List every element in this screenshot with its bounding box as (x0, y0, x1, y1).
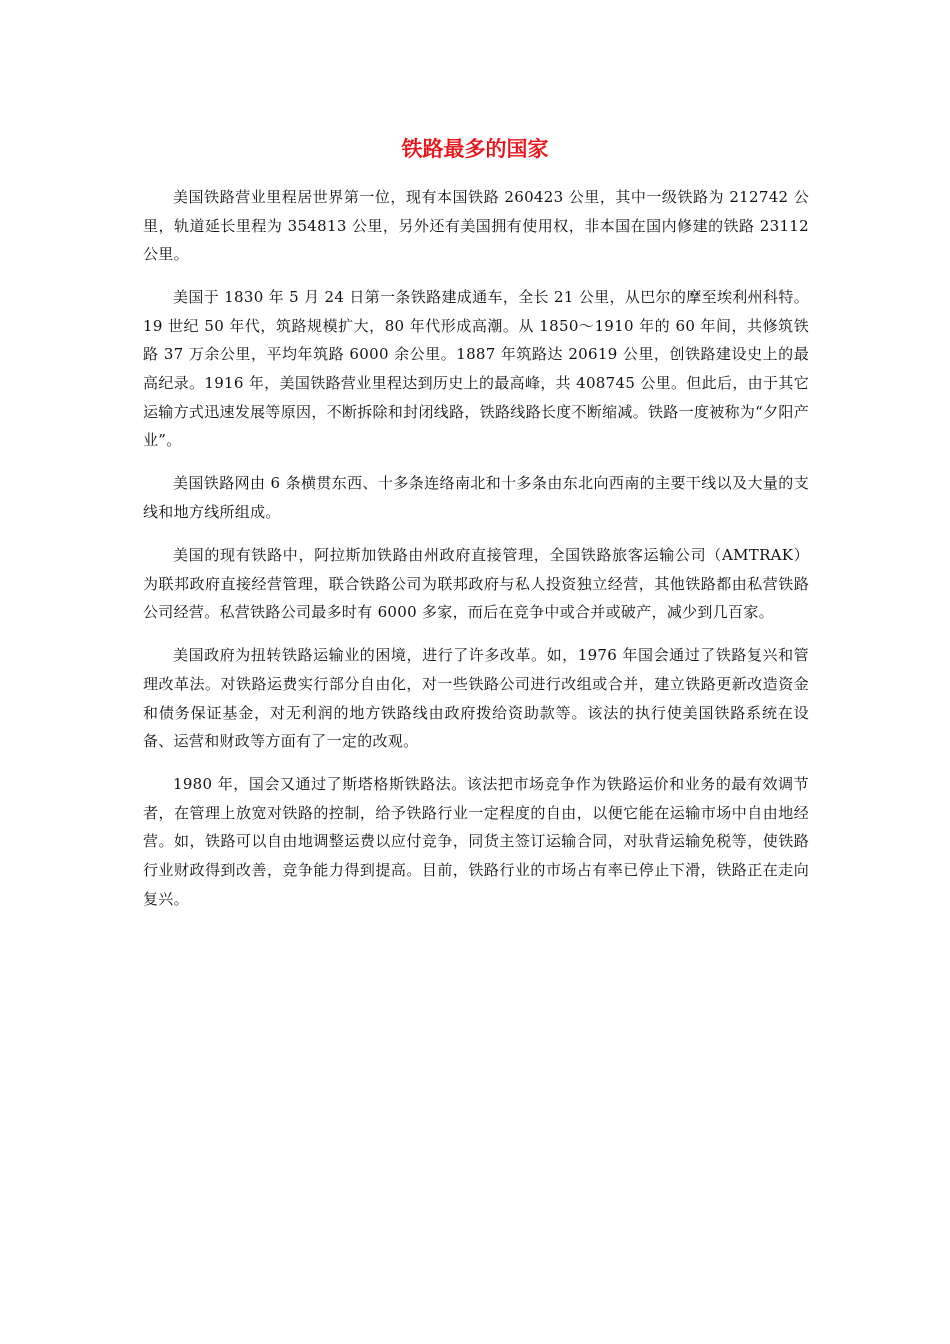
paragraph-us-railway-mileage: 美国铁路营业里程居世界第一位，现有本国铁路 260423 公里，其中一级铁路为 212742 公里，轨道延长里程为 354813 公里，另外还有美国拥有使用权，非本国在国内修建的铁路 23112 公里。 (143, 188, 809, 264)
paragraph-railway-history: 美国于 1830 年 5 月 24 日第一条铁路建成通车，全长 21 公里，从巴尔的摩至埃利州科特。19 世纪 50 年代，筑路规模扩大，80 年代形成高潮。从 1850～1910 年的 60 年间，共修筑铁路 37 万余公里，平均年筑路 6000 余公里。1887 年筑路达 20619 公里，创铁路建设史上的最高纪录。1916 年，美国铁路营业里程达到历史上的最高峰，共 408745 公里。但此后，由于其它运输方式迅速发展等原因，不断拆除和封闭线路，铁路线路长度不断缩减。铁路一度被称为“夕阳产业”。 (143, 288, 809, 450)
paragraph-railway-network: 美国铁路网由 6 条横贯东西、十多条连络南北和十多条由东北向西南的主要干线以及大量的支线和地方线所组成。 (143, 474, 809, 521)
paragraph-1976-reform: 美国政府为扭转铁路运输业的困境，进行了许多改革。如，1976 年国会通过了铁路复兴和管理改革法。对铁路运费实行部分自由化，对一些铁路公司进行改组或合并，建立铁路更新改造资金和债务保证基金，对无利润的地方铁路线由政府拨给资助款等。该法的执行使美国铁路系统在设备、运营和财政等方面有了一定的改观。 (143, 646, 809, 751)
paragraph-1980-staggers-act: 1980 年，国会又通过了斯塔格斯铁路法。该法把市场竞争作为铁路运价和业务的最有效调节者，在管理上放宽对铁路的控制，给予铁路行业一定程度的自由，以便它能在运输市场中自由地经营。如，铁路可以自由地调整运费以应付竞争，同货主签订运输合同，对驮背运输免税等，使铁路行业财政得到改善，竞争能力得到提高。目前，铁路行业的市场占有率已停止下滑，铁路正在走向复兴。 (143, 775, 809, 908)
paragraph-railway-ownership: 美国的现有铁路中，阿拉斯加铁路由州政府直接管理，全国铁路旅客运输公司（AMTRAK）为联邦政府直接经营管理，联合铁路公司为联邦政府与私人投资独立经营，其他铁路都由私营铁路公司经营。私营铁路公司最多时有 6000 多家，而后在竞争中或合并或破产，减少到几百家。 (143, 546, 809, 622)
document-title: 铁路最多的国家 (401, 136, 549, 161)
document-body (143, 183, 809, 928)
